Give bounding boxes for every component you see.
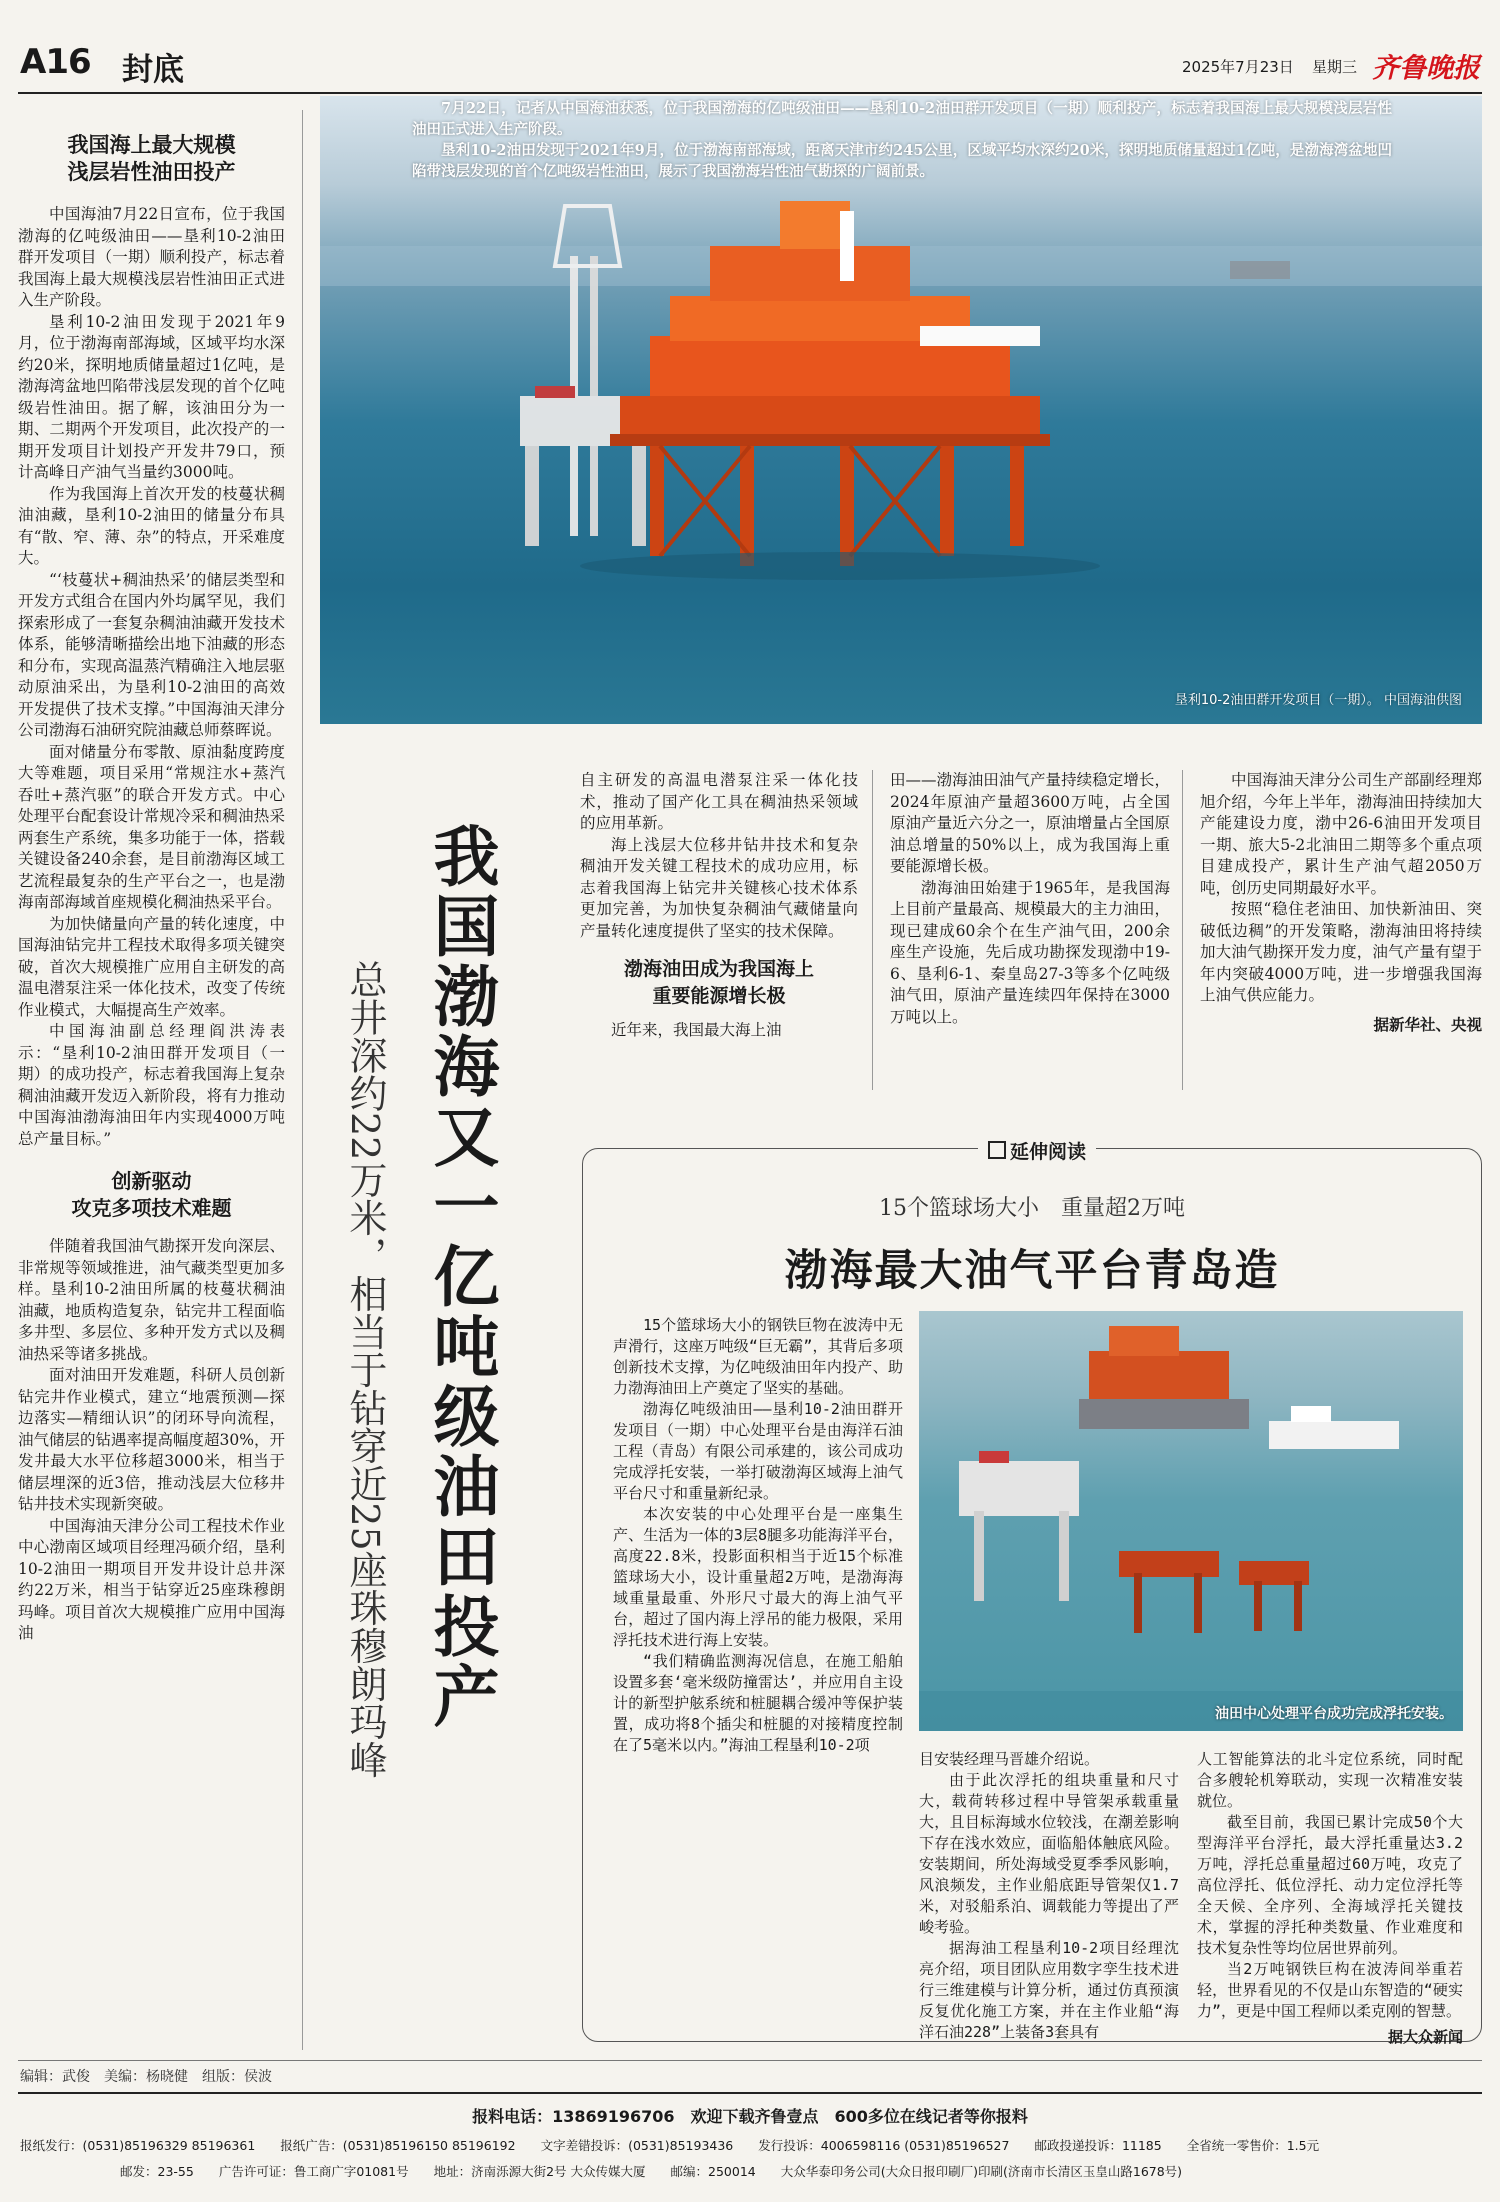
paragraph: 15个篮球场大小的钢铁巨物在波涛中无声滑行，这座万吨级“巨无霸”，其背后多项创新技术支撑，为亿吨级油田年内投产、助力渤海油田上产奠定了坚实的基础。 [613,1316,903,1397]
mid-column-1 [580,770,858,1110]
left-body [18,204,285,1150]
main-subtitle: 总井深约22万米，相当于钻穿近25座珠穆朗玛峰 [343,960,387,1779]
left-subhead [18,1168,285,1222]
extended-reading-box [582,1141,1482,2046]
left-headline [18,132,285,186]
footer-rule [18,2092,1482,2094]
editor-credits: 编辑：武俊 美编：杨晓健 组版：侯波 [20,2069,272,2085]
paragraph: 海上浅层大位移井钻井技术和复杂稠油开发关键工程技术的成功应用，标志着我国海上钻完井关键核心技术体系更加完善，为加快复杂稠油气藏储量向产量转化速度提供了坚实的技术保障。 [580,835,858,940]
mid-subhead-line2: 重要能源增长极 [652,985,786,1007]
sidebar-column-2 [919,1749,1179,2041]
photo-caption-box [398,86,1406,194]
sidebar-photo-caption: 油田中心处理平台成功完成浮托安装。 [1215,1706,1453,1722]
paragraph: 渤海油田始建于1965年，是我国海上目前产量最高、规模最大的主力油田，现已建成60余个在生产油气田，200余座生产设施，先后成功勘探发现渤中19-6、垦利6-1、秦皇岛27-3等多个亿吨级油气田，原油产量连续四年保持在3000万吨以上。 [890,878,1170,1026]
paragraph: 为加快储量向产量的转化速度，中国海油钻完井工程技术取得多项关键突破，首次大规模推广应用自主研发的高温电潜泵注采一体化技术，改变了传统作业模式，大幅提高生产效率。 [18,914,285,1019]
footer-hotline: 报料电话：13869196706 欢迎下载齐鲁壹点 600多位在线记者等你报料 [472,2107,1028,2126]
paragraph: 垦利10-2油田发现于2021年9月，位于渤海南部海域，区域平均水深约20米，探明地质储量超过1亿吨，是渤海湾盆地凹陷带浅层发现的首个亿吨级岩性油田。据了解，该油田分为一期、二期两个开发项目，此次投产的一期开发项目计划投产开发井79口，预计高峰日产油气当量约3000吨。 [18,312,285,481]
paragraph: “我们精确监测海况信息，在施工船舶设置多套‘毫米级防撞雷达’，并应用自主设计的新型护舷系统和桩腿耦合缓冲等保护装置，成功将8个插尖和桩腿的对接精度控制在了5毫米以内。”海油工程垦利10-2项 [613,1652,903,1754]
sidebar-photo [919,1311,1463,1731]
issue-date: 2025年7月23日 [1182,58,1294,76]
sidebar-column-3 [1197,1749,1463,2046]
paragraph: 作为我国海上首次开发的枝蔓状稠油油藏，垦利10-2油田的储量分布具有“散、窄、薄、杂”的特点，开采难度大。 [18,484,285,567]
paragraph: 田——渤海油田油气产量持续稳定增长，2024年原油产量超3600万吨，占全国原油产量近六分之一，原油增量占全国原油总增量的50%以上，成为我国海上重要能源增长极。 [890,771,1170,875]
left-body-2 [18,1236,285,1645]
page-number: A16 [20,42,91,82]
article-source: 据新华社、央视 [1373,1015,1482,1034]
paragraph: 伴随着我国油气勘探开发向深层、非常规等领域推进，油气藏类型更加多样。垦利10-2油田所属的枝蔓状稠油油藏，地质构造复杂，钻完井工程面临多井型、多层位、多种开发方式以及稠油热采等诸多挑战。 [18,1237,285,1363]
paragraph: 面对储量分布零散、原油黏度跨度大等难题，项目采用“常规注水+蒸汽吞吐+蒸汽驱”的联合开发方式。中心处理平台配套设计常规冷采和稠油热采两套生产系统，集多功能于一体，搭载关键设备240余套，是目前渤海区域工艺流程最复杂的生产平台之一，也是渤海南部海域首座规模化稠油热采平台。 [18,742,285,911]
square-icon [988,1141,1006,1159]
paragraph: “‘枝蔓状+稠油热采’的储层类型和开发方式组合在国内外均属罕见，我们探索形成了一套复杂稠油油藏开发技术体系，能够清晰描绘出地下油藏的形态和分布，实现高温蒸汽精确注入地层驱动原油采出，为垦利10-2油田的高效开发提供了技术支撑。”中国海油天津分公司渤海石油研究院油藏总师蔡晖说。 [18,570,285,739]
column-divider [302,110,303,2050]
sidebar-kicker: 15个篮球场大小 重量超2万吨 [879,1196,1185,1221]
paragraph: 当2万吨钢铁巨构在波涛间举重若轻，世界看见的不仅是山东智造的“硬实力”，更是中国工程师以柔克刚的智慧。 [1197,1960,1463,2020]
paragraph: 渤海亿吨级油田——垦利10-2油田群开发项目（一期）中心处理平台是由海洋石油工程（青岛）有限公司承建的，该公司成功完成浮托安装，一举打破渤海区域海上油气平台尺寸和重量新纪录。 [613,1400,903,1502]
column-divider [1182,770,1183,1090]
section-name: 封底 [122,52,184,88]
paragraph: 自主研发的高温电潜泵注采一体化技术，推动了国产化工具在稠油热采领域的应用革新。 [580,771,858,832]
photo-credit: 垦利10-2油田群开发项目（一期）。 中国海油供图 [1174,693,1462,708]
paragraph: 据海油工程垦利10-2项目经理沈亮介绍，项目团队应用数字孪生技术进行三维建模与计算分析，通过仿真预演反复优化施工方案，并在主作业船“海洋石油228”上装备3套具有 [919,1939,1179,2041]
footer-contacts: 报纸发行：(0531)85196329 85196361 报纸广告：(0531)85196150 85196192 文字差错投诉：(0531)85193436 发行投诉：4006598116 (0531)85196527 邮政投递投诉：11185 全省统一零售价：1.5元 [20,2138,1320,2153]
paragraph: 中国海油天津分公司工程技术作业中心渤南区域项目经理冯硕介绍，垦利10-2油田一期项目开发井设计总井深约22万米，相当于钻穿近25座珠穆朗玛峰。项目首次大规模推广应用中国海油 [18,1516,285,1642]
paragraph: 本次安装的中心处理平台是一座集生产、生活为一体的3层8腿多功能海洋平台，高度22.8米，投影面积相当于近15个标准篮球场大小，设计重量超2万吨，是渤海海域重量最重、外形尺寸最大的海上油气平台，超过了国内海上浮吊的能力极限，采用浮托技术进行海上安装。 [613,1505,903,1649]
mid-column-2 [890,770,1170,1110]
paragraph: 目安装经理马晋雄介绍说。 [919,1750,1100,1768]
extended-reading-tag [978,1137,1096,1164]
paragraph: 中国海油副总经理阎洪涛表示：“垦利10-2油田群开发项目（一期）的成功投产，标志着我国海上复杂稠油油藏开发迈入新阶段，将有力推动中国海油渤海油田年内实现4000万吨总产量目标。” [18,1022,285,1148]
credits-rule [18,2060,1482,2061]
sidebar-source: 据大众新闻 [1387,2028,1463,2046]
main-headline: 我国渤海又一亿吨级油田投产 [422,822,499,1732]
platform-float-over-illustration [919,1311,1463,1731]
sidebar-column-1 [613,1315,903,2025]
paragraph: 近年来，我国最大海上油 [611,1021,782,1039]
photo-caption-p1: 7月22日，记者从中国海油获悉，位于我国渤海的亿吨级油田——垦利10-2油田群开发项目（一期）顺利投产，标志着我国海上最大规模浅层岩性油田正式进入生产阶段。 [412,100,1392,138]
paragraph: 面对油田开发难题，科研人员创新钻完井作业模式，建立“地震预测—探边落实—精细认识”的闭环导向流程，油气储层的钻遇率提高幅度超30%，开发井最大水平位移超3000米，相当于储层埋深的近3倍，推动浅层大位移井钻井技术实现新突破。 [18,1366,285,1513]
paragraph: 由于此次浮托的组块重量和尺寸大，载荷转移过程中导管架承载重量大，且目标海域水位较浅，在潮差影响下存在浅水效应，面临船体触底风险。安装期间，所处海域受夏季季风影响，风浪频发，主作业船底距导管架仅1.7米，对驳船系泊、调载能力等提出了严峻考验。 [919,1771,1179,1936]
left-article [18,118,285,2048]
column-divider [872,770,873,1090]
mid-subhead-line1: 渤海油田成为我国海上 [623,958,814,980]
paragraph: 人工智能算法的北斗定位系统，同时配合多艘轮机筹联动，实现一次精准安装就位。 [1197,1750,1463,1810]
paragraph: 中国海油7月22日宣布，位于我国渤海的亿吨级油田——垦利10-2油田群开发项目（一期）顺利投产，标志着我国海上最大规模浅层岩性油田正式进入生产阶段。 [18,205,285,309]
paragraph: 按照“稳住老油田、加快新油田、突破低边稠”的开发策略，渤海油田将持续加大油气勘探开发力度，油气产量有望于年内突破4000万吨，进一步增强我国海上油气供应能力。 [1200,900,1482,1004]
issue-weekday: 星期三 [1312,58,1358,76]
top-photo [320,96,1482,724]
left-subhead-line2: 攻克多项技术难题 [71,1196,232,1220]
mid-subhead [580,956,858,1010]
footer-address: 邮发：23-55 广告许可证：鲁工商广字01081号 地址：济南泺源大街2号 大众传媒大厦 邮编：250014 大众华泰印务公司(大众日报印刷厂)印刷(济南市长清区玉皇山路1678号) [120,2164,1183,2179]
left-headline-line1: 我国海上最大规模 [67,133,236,157]
paragraph: 截至目前，我国已累计完成50个大型海洋平台浮托，最大浮托重量达3.2万吨，浮托总重量超过60万吨，攻克了高位浮托、低位浮托、动力定位浮托等全天候、全序列、全海域浮托关键技术，掌握的浮托种类数量、作业难度和技术复杂性等均位居世界前列。 [1197,1813,1463,1957]
left-subhead-line1: 创新驱动 [111,1169,192,1193]
sidebar-title: 渤海最大油气平台青岛造 [784,1246,1280,1296]
left-headline-line2: 浅层岩性油田投产 [67,160,236,184]
photo-caption-p2: 垦利10-2油田发现于2021年9月，位于渤海南部海域，距离天津市约245公里，区域平均水深约20米，探明地质储量超过1亿吨，是渤海湾盆地凹陷带浅层发现的首个亿吨级岩性油田，展示了我国渤海岩性油气勘探的广阔前景。 [412,142,1392,180]
paragraph: 中国海油天津分公司生产部副经理郑旭介绍，今年上半年，渤海油田持续加大产能建设力度，渤中26-6油田开发项目一期、旅大5-2北油田二期等多个重点项目建成投产，累计生产油气超2050万吨，创历史同期最好水平。 [1200,771,1482,897]
newspaper-logo: 齐鲁晚报 [1372,53,1480,84]
mid-column-3 [1200,770,1482,1110]
extended-reading-label: 延伸阅读 [1010,1141,1087,1163]
